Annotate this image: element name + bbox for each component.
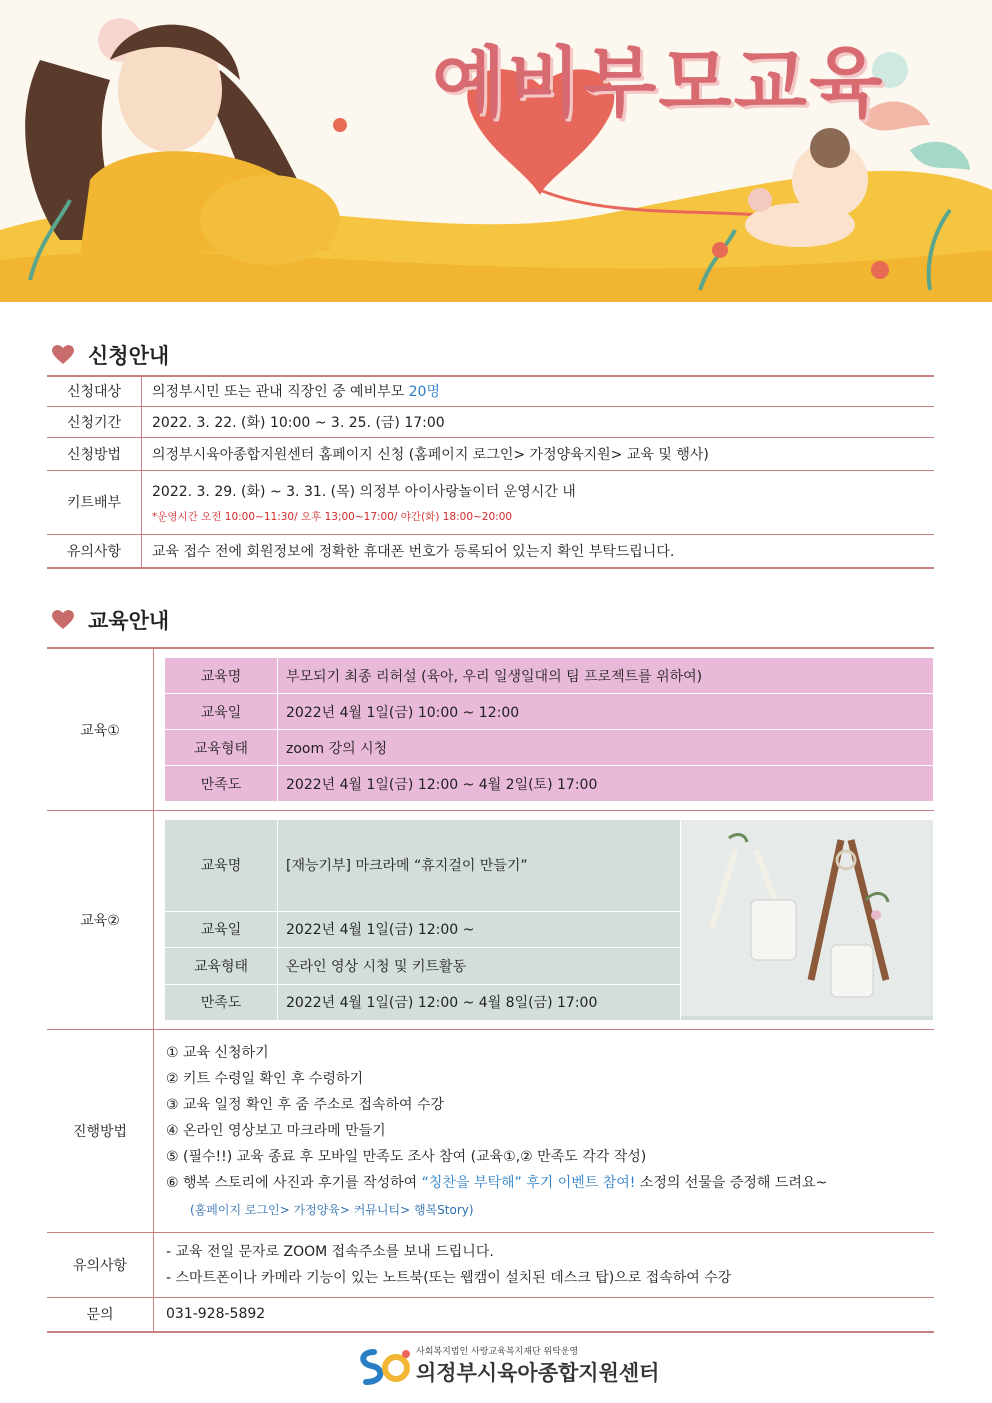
capacity-highlight: 20명 [408,384,440,401]
process-step: ② 키트 수령일 확인 후 수령하기 [166,1071,364,1087]
table-row-edu1 [47,648,934,811]
field-label: 교육명 [165,658,278,694]
row-label: 문의 [47,1298,154,1332]
contact-phone: 031-928-5892 [166,1306,266,1323]
section-title: 신청안내 [88,344,170,368]
edu1-row [165,730,933,766]
step6-suffix: 소정의 선물을 증정해 드려요~ [635,1175,828,1191]
target-text: 의정부시민 또는 관내 직장인 중 예비부모 [152,384,405,401]
heart-icon [52,610,74,630]
field-value: zoom 강의 시청 [278,730,934,766]
row-value [142,376,935,406]
process-steps [154,1030,935,1233]
row-value [142,470,935,534]
table-row [47,470,934,534]
process-step [166,1170,934,1196]
process-step: ③ 교육 일정 확인 후 줌 주소로 접속하여 수강 [166,1097,445,1113]
notice-line: - 교육 전일 문자로 ZOOM 접속주소를 보내 드립니다. [166,1244,494,1260]
field-label: 교육일 [165,694,278,730]
step6-path-note: (홈페이지 로그인> 가정양육> 커뮤니티> 행복Story) [190,1203,474,1217]
section-title: 교육안내 [88,609,170,633]
row-label: 진행방법 [47,1030,154,1233]
notice-line: - 스마트폰이나 카메라 기능이 있는 노트북(또는 웹캠이 설치된 데스크 탑)으로 접속하여 수강 [166,1270,732,1286]
kit-period: 2022. 3. 29. (화) ~ 3. 31. (목) 의정부 아이사랑놀이터 운영시간 내 [152,483,576,500]
table-row-edu2 [47,811,934,1030]
review-event-highlight: “칭찬을 부탁해” 후기 이벤트 참여! [421,1175,636,1191]
field-label: 교육일 [165,911,278,947]
footer-sub-org: 사회복지법인 사랑교육복지재단 위탁운영 [416,1347,579,1357]
edu1-table [165,658,933,802]
edu1-row [165,694,933,730]
row-label: 키트배부 [47,470,142,534]
center-logo-icon [356,1346,412,1386]
edu1-details [154,648,935,811]
field-value: 온라인 영상 시청 및 키트활동 [278,948,681,984]
table-row [47,406,934,437]
process-step: ④ 온라인 영상보고 마크라메 만들기 [166,1123,386,1139]
row-value: 의정부시육아종합지원센터 홈페이지 신청 (홈페이지 로그인> 가정양육지원> 교육 및 행사) [142,437,935,470]
heart-icon [52,345,74,365]
row-label: 신청대상 [47,376,142,406]
table-row-notice [47,1233,934,1298]
section-heading-application [52,340,169,370]
row-label: 신청방법 [47,437,142,470]
banner-title: 예비부모교육 [432,38,885,127]
field-value: 2022년 4월 1일(금) 12:00 ~ 4월 8일(금) 17:00 [278,984,681,1020]
edu2-table [165,820,933,1021]
macrame-photo [681,820,934,1021]
field-label: 만족도 [165,984,278,1020]
field-value: 부모되기 최종 리허설 (육아, 우리 일생일대의 팀 프로젝트를 위하여) [278,658,934,694]
process-step: ① 교육 신청하기 [166,1045,269,1061]
row-label: 교육① [47,648,154,811]
operating-hours-note: *운영시간 오전 10:00~11:30/ 오후 13;00~17:00/ 야간(화) 18:00~20:00 [152,510,513,523]
edu2-row [165,820,933,911]
notice-lines [154,1233,935,1298]
table-row-process [47,1030,934,1233]
section-heading-education [52,605,169,635]
table-row [47,534,934,568]
banner [0,0,992,302]
row-label: 유의사항 [47,1233,154,1298]
field-label: 교육명 [165,820,278,911]
row-value: 교육 접수 전에 회원정보에 정확한 휴대폰 번호가 등록되어 있는지 확인 부탁드립니다. [152,543,675,560]
application-info-table [47,375,934,569]
edu2-details [154,811,935,1030]
row-label: 신청기간 [47,406,142,437]
process-step: ⑤ (필수!!) 교육 종료 후 모바일 만족도 조사 참여 (교육①,② 만족도 각각 작성) [166,1149,647,1165]
education-info-table [47,647,934,1333]
field-value: [재능기부] 마크라메 “휴지걸이 만들기” [278,820,681,911]
footer-logo [356,1344,659,1387]
field-value: 2022년 4월 1일(금) 12:00 ~ 4월 2일(토) 17:00 [278,766,934,802]
row-label: 교육② [47,811,154,1030]
table-row [47,376,934,406]
row-label: 유의사항 [47,534,142,568]
field-value: 2022년 4월 1일(금) 12:00 ~ [278,911,681,947]
field-label: 만족도 [165,766,278,802]
row-value: 2022. 3. 22. (화) 10:00 ~ 3. 25. (금) 17:00 [142,406,935,437]
table-row [47,437,934,470]
table-row-contact [47,1298,934,1332]
footer-text [416,1344,659,1387]
footer-org-name: 의정부시육아종합지원센터 [416,1361,660,1385]
step6-prefix: ⑥ 행복 스토리에 사진과 후기를 작성하여 [166,1175,422,1191]
field-value: 2022년 4월 1일(금) 10:00 ~ 12:00 [278,694,934,730]
macrame-holder-image [681,820,933,1016]
field-label: 교육형태 [165,730,278,766]
edu1-row [165,766,933,802]
field-label: 교육형태 [165,948,278,984]
edu1-row [165,658,933,694]
